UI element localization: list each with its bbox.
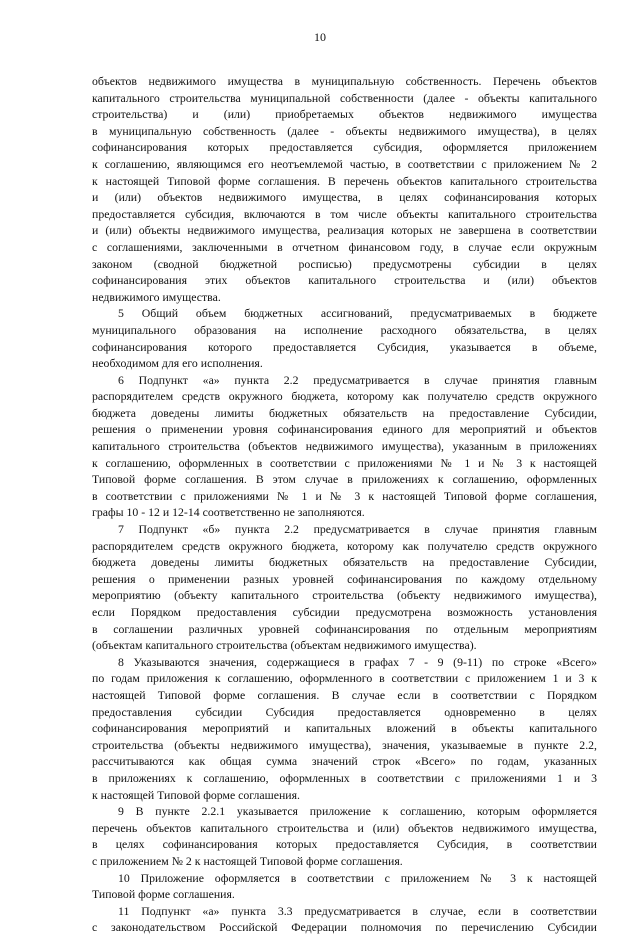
text-line: с законодательством Российской Федерации полномочия по перечислению Субсидии: [92, 920, 597, 935]
text-line: 6 Подпункт «а» пункта 2.2 предусматривается в случае принятия главным: [118, 372, 597, 387]
text-line: к настоящей Типовой форме соглашения. В перечень объектов капитального строительства: [92, 173, 597, 188]
text-line: в муниципальную собственность (далее - объекты недвижимого имущества), в целях: [92, 123, 597, 138]
text-line: в приложениях к соглашению, оформленных в соответствии с приложениями 1 и 3: [92, 770, 597, 785]
text-line: перечень объектов капитального строительства и (или) объектов недвижимого имущества,: [92, 820, 597, 835]
text-line: строительства (объекты недвижимого имущества), значения, указываемые в пункте 2.2,: [92, 737, 597, 752]
text-line: решения о применении разных уровней софинансирования по каждому отдельному: [92, 571, 597, 586]
page-number: 10: [314, 30, 326, 44]
text-line: с соглашениями, заключенными в отчетном финансовом году, в случае если окружным: [92, 239, 597, 254]
text-line: рассчитываются как общая сумма значений строк «Всего» по годам, указанных: [92, 754, 597, 769]
text-line: капитального строительства (объектов недвижимого имущества), указанным в приложениях: [92, 439, 597, 454]
text-line: 11 Подпункт «а» пункта 3.3 предусматривается в случае, если в соответствии: [118, 903, 597, 918]
text-line: решения о применении уровня софинансирования единого для мероприятий и объектов: [92, 422, 597, 437]
text-line: предоставления субсидии Субсидия предоставляется одновременно в целях: [92, 704, 597, 719]
text-line: к соглашению, оформленных в соответствии с приложениями № 1 и № 3 к настоящей: [92, 455, 597, 470]
text-line: (объектам капитального строительства (объектам недвижимого имущества).: [92, 638, 477, 653]
text-line: в целях софинансирования которых предоставляется Субсидия, в соответствии: [92, 837, 597, 852]
text-line: настоящей Типовой форме соглашения. В случае если в соответствии с Порядком: [92, 687, 597, 702]
text-line: Типовой форме соглашения. В этом случае в приложениях к соглашению, оформленных: [92, 472, 597, 487]
text-line: объектов недвижимого имущества в муниципальную собственность. Перечень объектов: [92, 74, 597, 88]
text-line: софинансирования которых предоставляется субсидия, оформляется приложением: [92, 140, 597, 155]
text-line: к соглашению, являющимся его неотъемлемой частью, в соответствии с приложением № 2: [92, 156, 597, 171]
text-line: и (или) объектов недвижимого имущества, в целях софинансирования которых: [92, 190, 597, 205]
text-line: если Порядком предоставления субсидии предусмотрена возможность установления: [92, 605, 597, 619]
text-line: 8 Указываются значения, содержащиеся в графах 7 - 9 (9-11) по строке «Всего»: [118, 654, 597, 669]
text-line: софинансирования которого предоставляется Субсидия, указывается в объеме,: [92, 339, 597, 354]
text-line: капитального строительства муниципальной собственности (далее - объекты капитального: [92, 90, 597, 105]
text-line: необходимом для его исполнения.: [92, 356, 263, 371]
document-body: [92, 73, 597, 936]
text-line: недвижимого имущества.: [92, 289, 221, 304]
text-line: 10 Приложение оформляется в соответствии с приложением № 3 к настоящей: [118, 870, 597, 885]
text-line: бюджета доведены лимиты бюджетных обязательств на предоставление Субсидии,: [92, 405, 597, 420]
text-line: и (или) объекты недвижимого имущества, реализация которых не завершена в соответствии: [92, 223, 597, 238]
text-line: строительства) и (или) приобретаемых объектов недвижимого имущества: [92, 107, 597, 122]
text-line: к настоящей Типовой форме соглашения.: [92, 787, 300, 802]
text-line: предоставляется субсидия, включаются в том числе объекты капитального строительства: [92, 206, 597, 221]
text-line: в соответствии с приложениями № 1 и № 3 к настоящей Типовой форме соглашения,: [92, 488, 597, 503]
text-line: 9 В пункте 2.2.1 указывается приложение к соглашению, которым оформляется: [118, 804, 597, 819]
text-line: с приложением № 2 к настоящей Типовой форме соглашения.: [92, 853, 403, 868]
text-line: мероприятию (объекту капитального строительства (объекту недвижимого имущества),: [92, 588, 597, 603]
text-line: графы 10 - 12 и 12-14 соответственно не заполняются.: [92, 505, 365, 520]
text-line: софинансирования этих объектов капитального строительства и (или) объектов: [92, 273, 597, 288]
text-line: в соглашении различных уровней софинансирования по отдельным мероприятиям: [92, 621, 597, 636]
text-line: 7 Подпункт «б» пункта 2.2 предусматривается в случае принятия главным: [118, 522, 597, 537]
text-line: муниципального образования на исполнение расходного обязательства, в целях: [92, 322, 597, 337]
text-line: софинансирования мероприятий и капитальных вложений в объекты капитального: [92, 721, 597, 736]
text-line: 5 Общий объем бюджетных ассигнований, предусматриваемых в бюджете: [118, 306, 597, 321]
text-line: распорядителем средств окружного бюджета, которому как получателю средств окружного: [92, 538, 597, 553]
text-line: Типовой форме соглашения.: [92, 887, 235, 902]
text-line: законом (сводной бюджетной росписью) предусмотрены субсидии в целях: [92, 256, 597, 271]
text-line: бюджета доведены лимиты бюджетных обязательств на предоставление Субсидии,: [92, 555, 597, 570]
text-line: распорядителем средств окружного бюджета, которому как получателю средств окружного: [92, 389, 597, 404]
text-line: по годам приложения к соглашению, оформленного в соответствии с приложением 1 и 3 к: [92, 671, 597, 686]
